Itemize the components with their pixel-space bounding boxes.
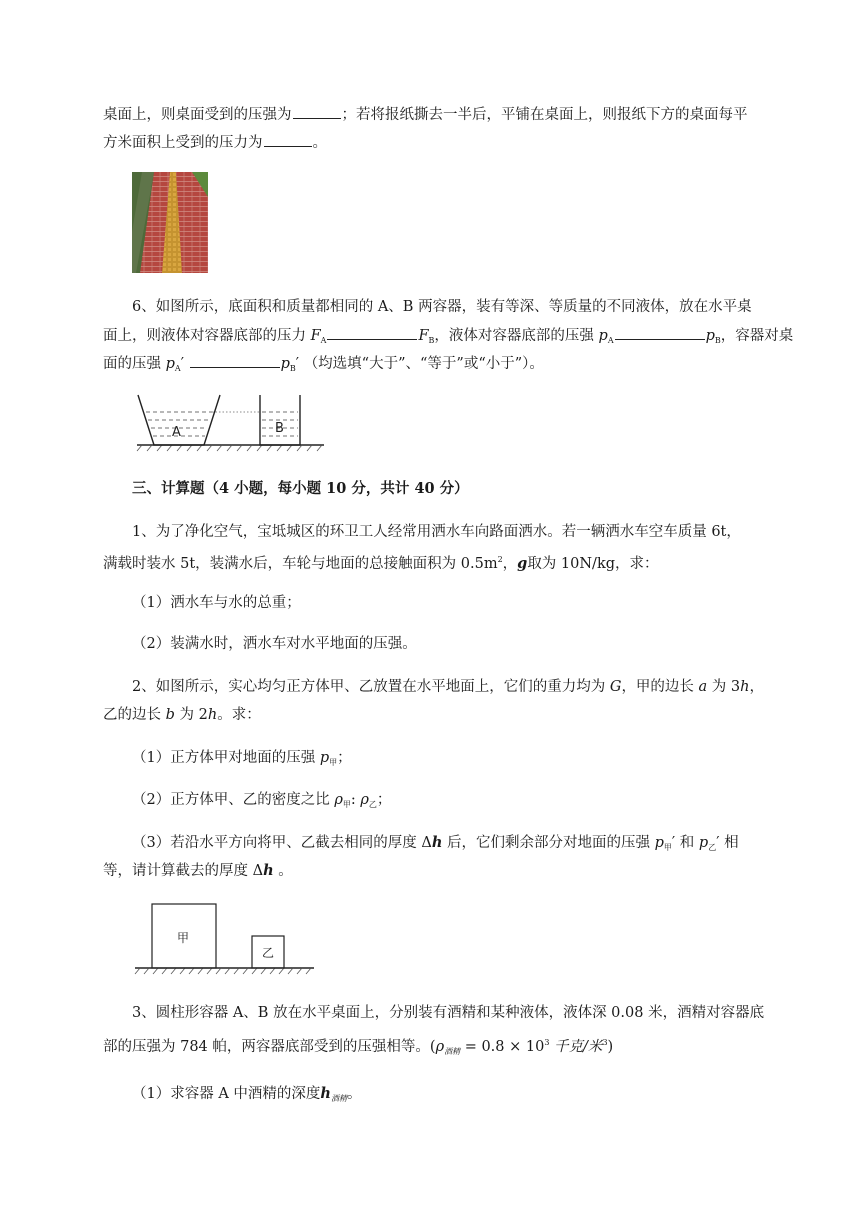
pressure-symbol: p <box>705 328 715 344</box>
gravity-symbol: g <box>517 555 528 572</box>
c2-line-1 <box>132 677 764 697</box>
ratio-colon: : <box>350 792 356 808</box>
answer-blank[interactable] <box>327 325 417 340</box>
q6-line-3 <box>103 353 544 379</box>
subscript-yi: 乙 <box>708 843 717 852</box>
c2-text: 为 2 <box>174 707 208 723</box>
c3-text: 部的压强为 784 帕，两容器底部受到的压强相等。( <box>103 1039 436 1055</box>
c3-text: （1）求容器 A 中酒精的深度 <box>132 1086 321 1102</box>
answer-blank[interactable] <box>615 325 705 340</box>
c3-line-2 <box>103 1033 613 1062</box>
q5-text: 桌面上，则桌面受到的压强为 <box>103 107 292 123</box>
q5-line-1 <box>103 104 748 125</box>
ground-hatching <box>135 968 311 974</box>
c3-text: 。 <box>346 1086 362 1102</box>
pressure-symbol: p <box>654 835 664 851</box>
density-unit: 千克/米 <box>549 1039 603 1055</box>
containers-figure <box>132 390 332 452</box>
q6-text: ，容器对桌 <box>720 328 794 344</box>
c2-text: ，甲的边长 <box>621 679 699 695</box>
density-value: = 0.8 × 10 <box>460 1039 545 1055</box>
pressure-symbol: p <box>165 356 175 372</box>
subscript-b: B <box>714 336 721 345</box>
q5-text: 方米面积上受到的压力为 <box>103 135 263 151</box>
c2-text: 2、如图所示，实心均匀正方体甲、乙放置在水平地面上，它们的重力均为 <box>132 679 610 695</box>
label-yi: 乙 <box>262 946 275 960</box>
c1-sub-1: （1）洒水车与水的总重； <box>132 595 301 611</box>
prime-mark: ′ <box>180 356 184 372</box>
c2-text: ； <box>337 750 352 766</box>
c2-text: 。求： <box>217 707 261 723</box>
superscript: 3 <box>602 1038 608 1047</box>
tactile-paving-photo <box>132 172 208 273</box>
force-symbol: F <box>310 328 321 344</box>
c2-text: ′ 和 <box>671 835 699 851</box>
h-symbol: h <box>431 834 443 851</box>
c3-line-1: 3、圆柱形容器 A、B 放在水平桌面上，分别装有酒精和某种液体，液体深 0.08 米，酒精对容器底 <box>132 1005 765 1021</box>
q6-line-2 <box>103 325 793 351</box>
subscript-jia: 甲 <box>663 843 672 852</box>
c2-sub-3-line-1 <box>132 833 739 858</box>
q6-line-1 <box>132 297 752 317</box>
h-symbol: h <box>207 707 218 723</box>
q6-text: ，液体对容器底部的压强 <box>434 328 599 344</box>
subscript-alcohol: 酒精 <box>330 1094 347 1103</box>
c1-text: ， <box>502 556 518 572</box>
answer-blank[interactable] <box>190 353 280 368</box>
cubes-figure <box>132 900 318 980</box>
subscript-a: A <box>320 336 327 345</box>
pressure-symbol: p <box>698 835 709 851</box>
c2-text: （3）若沿水平方向将甲、乙截去相同的厚度 Δ <box>132 835 432 851</box>
c2-text: 乙的边长 <box>103 707 166 723</box>
c2-sub-1 <box>132 748 352 773</box>
c1-text: 满载时装水 5t，装满水后，车轮与地面的总接触面积为 0.5m <box>103 556 498 572</box>
density-symbol: ρ <box>334 792 343 808</box>
pressure-symbol: p <box>280 356 290 372</box>
h-symbol: h <box>320 1085 331 1102</box>
answer-blank[interactable] <box>293 104 341 119</box>
c1-text: 取为 10N/kg，求： <box>527 556 659 572</box>
label-jia: 甲 <box>177 931 190 945</box>
c2-text: 后，它们剩余部分对地面的压强 <box>442 835 655 851</box>
c2-text: ′ 相 <box>716 835 739 851</box>
c2-text: 为 3 <box>707 679 741 695</box>
subscript-b: B <box>289 364 296 373</box>
ground-hatching <box>137 445 322 451</box>
subscript-a: A <box>174 364 181 373</box>
c2-text: （2）正方体甲、乙的密度之比 <box>132 792 335 808</box>
superscript: 2 <box>497 555 503 564</box>
subscript-alcohol: 酒精 <box>444 1047 461 1056</box>
h-symbol: h <box>263 862 274 879</box>
h-symbol: h <box>740 679 750 695</box>
density-symbol: ρ <box>435 1039 445 1055</box>
section-heading: 三、计算题（4 小题，每小题 10 分，共计 40 分） <box>132 480 469 497</box>
pressure-symbol: p <box>319 750 330 766</box>
subscript-a: A <box>607 336 614 345</box>
density-symbol: ρ <box>360 792 369 808</box>
prime-mark: ′ <box>295 356 300 372</box>
c2-text: （1）正方体甲对地面的压强 <box>132 750 320 766</box>
c2-text: 等，请计算截去的厚度 Δ <box>103 863 264 879</box>
label-a: A <box>172 425 181 440</box>
q5-text: ；若将报纸撕去一半后，平铺在桌面上，则报纸下方的桌面每平 <box>341 107 748 123</box>
subscript-jia: 甲 <box>342 800 351 809</box>
q6-text: 6、如图所示，底面积和质量都相同的 A、B 两容器，装有等深、等质量的不同液体，放在水平桌 <box>132 299 752 315</box>
subscript-yi: 乙 <box>368 800 377 809</box>
subscript-jia: 甲 <box>329 758 338 767</box>
q5-line-2 <box>103 132 327 153</box>
c1-line-1: 1、为了净化空气，宝坻城区的环卫工人经常用洒水车向路面洒水。若一辆洒水车空车质量 6t， <box>132 524 741 540</box>
c3-text: ) <box>607 1039 614 1055</box>
weight-symbol: G <box>609 679 622 695</box>
edge-symbol: a <box>698 679 708 695</box>
force-symbol: F <box>418 328 429 344</box>
q6-text: 面上，则液体对容器底部的压力 <box>103 328 311 344</box>
answer-blank[interactable] <box>264 132 312 147</box>
pressure-symbol: p <box>598 328 608 344</box>
c2-sub-3-line-2 <box>103 861 293 881</box>
c2-line-2 <box>103 705 261 725</box>
c3-sub-1 <box>132 1084 361 1109</box>
c1-sub-2: （2）装满水时，洒水车对水平地面的压强。 <box>132 636 417 652</box>
c2-text: ； <box>376 792 392 808</box>
c2-sub-2 <box>132 790 391 815</box>
edge-symbol: b <box>165 707 175 723</box>
label-b: B <box>275 421 284 436</box>
c1-line-2 <box>103 550 659 574</box>
subscript-b: B <box>428 336 435 345</box>
q5-text: 。 <box>312 135 327 151</box>
c2-text: ， <box>749 679 764 695</box>
c2-text: 。 <box>273 863 293 879</box>
superscript: 3 <box>544 1038 550 1047</box>
q6-text: （均选填“大于”、“等于”或“小于”）。 <box>303 356 544 372</box>
q6-text: 面的压强 <box>103 356 166 372</box>
